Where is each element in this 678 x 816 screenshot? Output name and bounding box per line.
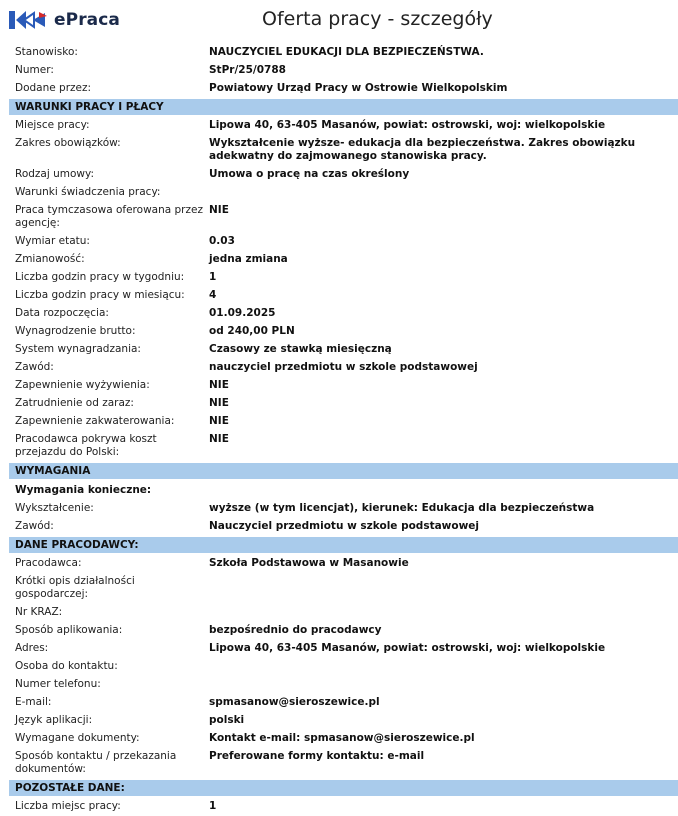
detail-value: jedna zmiana <box>209 253 288 265</box>
epraca-logo-icon <box>9 10 49 30</box>
detail-label: Zmianowość: <box>15 253 85 265</box>
detail-label: Język aplikacji: <box>15 714 93 726</box>
detail-label: Zatrudnienie od zaraz: <box>15 397 134 409</box>
section-header: WYMAGANIA <box>9 463 678 479</box>
detail-value: StPr/25/0788 <box>209 64 286 76</box>
detail-label: Wykształcenie: <box>15 502 94 514</box>
page-title: Oferta pracy - szczegóły <box>262 8 493 30</box>
detail-label: Adres: <box>15 642 49 654</box>
detail-row <box>9 202 678 233</box>
detail-label: E-mail: <box>15 696 52 708</box>
detail-label: Zawód: <box>15 361 54 373</box>
detail-label: System wynagradzania: <box>15 343 141 355</box>
detail-value: Lipowa 40, 63-405 Masanów, powiat: ostrowski, woj: wielkopolskie <box>209 119 606 131</box>
detail-value: wyższe (w tym licencjat), kierunek: Edukacja dla bezpieczeństwa <box>209 502 595 514</box>
detail-label: Pracodawca: <box>15 557 82 569</box>
detail-label: Krótki opis działalności gospodarczej: <box>15 575 135 600</box>
detail-row <box>9 233 678 251</box>
detail-value: Nauczyciel przedmiotu w szkole podstawowej <box>209 520 480 532</box>
detail-label: Warunki świadczenia pracy: <box>15 186 161 198</box>
detail-row <box>9 518 678 536</box>
detail-label: Stanowisko: <box>15 46 78 58</box>
detail-row <box>9 359 678 377</box>
detail-row <box>9 184 678 202</box>
detail-row <box>9 44 678 62</box>
detail-label: Pracodawca pokrywa koszt przejazdu do Polski: <box>15 433 157 458</box>
detail-label: Sposób aplikowania: <box>15 624 123 636</box>
detail-label: Osoba do kontaktu: <box>15 660 118 672</box>
detail-value: NIE <box>209 415 229 427</box>
detail-value <box>209 186 669 199</box>
detail-label: Sposób kontaktu / przekazania dokumentów: <box>15 750 177 775</box>
detail-row <box>9 622 678 640</box>
detail-label: Wymagane dokumenty: <box>15 732 140 744</box>
detail-label: Zapewnienie zakwaterowania: <box>15 415 175 427</box>
detail-value: 01.09.2025 <box>209 307 276 319</box>
detail-value <box>209 678 669 691</box>
detail-row <box>9 555 678 573</box>
detail-value: 4 <box>209 289 217 301</box>
detail-label: Zapewnienie wyżywienia: <box>15 379 150 391</box>
detail-row <box>9 305 678 323</box>
detail-row <box>9 658 678 676</box>
detail-label: Numer: <box>15 64 54 76</box>
section-header: WARUNKI PRACY I PŁACY <box>9 99 678 115</box>
detail-label: Nr KRAZ: <box>15 606 63 618</box>
detail-label: Liczba godzin pracy w miesiącu: <box>15 289 185 301</box>
detail-value: nauczyciel przedmiotu w szkole podstawowej <box>209 361 478 373</box>
detail-value <box>209 575 669 601</box>
detail-value: 1 <box>209 800 217 812</box>
detail-row <box>9 269 678 287</box>
detail-label: Rodzaj umowy: <box>15 168 94 180</box>
detail-label: Liczba godzin pracy w tygodniu: <box>15 271 185 283</box>
detail-row <box>9 251 678 269</box>
detail-value: NAUCZYCIEL EDUKACJI DLA BEZPIECZEŃSTWA. <box>209 46 484 58</box>
section-subheading: Wymagania konieczne: <box>15 484 152 496</box>
detail-value: Szkoła Podstawowa w Masanowie <box>209 557 409 569</box>
detail-row <box>9 341 678 359</box>
detail-value <box>209 606 669 619</box>
detail-row <box>9 573 678 604</box>
detail-row <box>9 712 678 730</box>
logo-text: ePraca <box>54 10 120 30</box>
detail-value: 0.03 <box>209 235 235 247</box>
detail-row <box>9 323 678 341</box>
detail-label: Zawód: <box>15 520 54 532</box>
detail-value: od 240,00 PLN <box>209 325 295 337</box>
detail-label: Data rozpoczęcia: <box>15 307 109 319</box>
detail-row <box>9 62 678 80</box>
detail-value: Umowa o pracę na czas określony <box>209 168 410 180</box>
section-header: POZOSTAŁE DANE: <box>9 780 678 796</box>
offer-details <box>9 44 678 816</box>
detail-row <box>9 377 678 395</box>
detail-value: Wykształcenie wyższe- edukacja dla bezpieczeństwa. Zakres obowiązku adekwatny do zajmowanego stanowiska pracy. <box>209 137 636 162</box>
detail-value: Czasowy ze stawką miesięczną <box>209 343 392 355</box>
detail-row <box>9 730 678 748</box>
detail-value: Kontakt e-mail: spmasanow@sieroszewice.pl <box>209 732 475 744</box>
epraca-logo <box>9 9 120 31</box>
detail-row <box>9 640 678 658</box>
detail-value: spmasanow@sieroszewice.pl <box>209 696 380 708</box>
detail-row <box>9 604 678 622</box>
detail-row <box>9 287 678 305</box>
detail-value: Lipowa 40, 63-405 Masanów, powiat: ostrowski, woj: wielkopolskie <box>209 642 606 654</box>
detail-label: Praca tymczasowa oferowana przez agencję: <box>15 204 203 229</box>
detail-row <box>9 395 678 413</box>
detail-row <box>9 166 678 184</box>
header <box>0 0 678 40</box>
detail-value: NIE <box>209 204 229 216</box>
detail-row <box>9 500 678 518</box>
detail-row <box>9 413 678 431</box>
detail-value: NIE <box>209 433 229 445</box>
detail-label: Zakres obowiązków: <box>15 137 121 149</box>
detail-label: Liczba miejsc pracy: <box>15 800 121 812</box>
detail-label: Wymiar etatu: <box>15 235 90 247</box>
detail-row <box>9 694 678 712</box>
detail-value <box>209 660 669 673</box>
detail-label: Dodane przez: <box>15 82 92 94</box>
detail-label: Wynagrodzenie brutto: <box>15 325 136 337</box>
detail-value: Powiatowy Urząd Pracy w Ostrowie Wielkopolskim <box>209 82 508 94</box>
detail-value: NIE <box>209 379 229 391</box>
detail-row <box>9 431 678 462</box>
detail-value: polski <box>209 714 245 726</box>
detail-row <box>9 117 678 135</box>
detail-row <box>9 135 678 166</box>
detail-value: 1 <box>209 271 217 283</box>
detail-row <box>9 798 678 816</box>
detail-value: bezpośrednio do pracodawcy <box>209 624 382 636</box>
detail-value: NIE <box>209 397 229 409</box>
detail-label: Miejsce pracy: <box>15 119 90 131</box>
section-header: DANE PRACODAWCY: <box>9 537 678 553</box>
detail-label: Numer telefonu: <box>15 678 101 690</box>
detail-row <box>9 748 678 779</box>
detail-row <box>9 676 678 694</box>
detail-row <box>9 80 678 98</box>
detail-value: Preferowane formy kontaktu: e-mail <box>209 750 425 762</box>
